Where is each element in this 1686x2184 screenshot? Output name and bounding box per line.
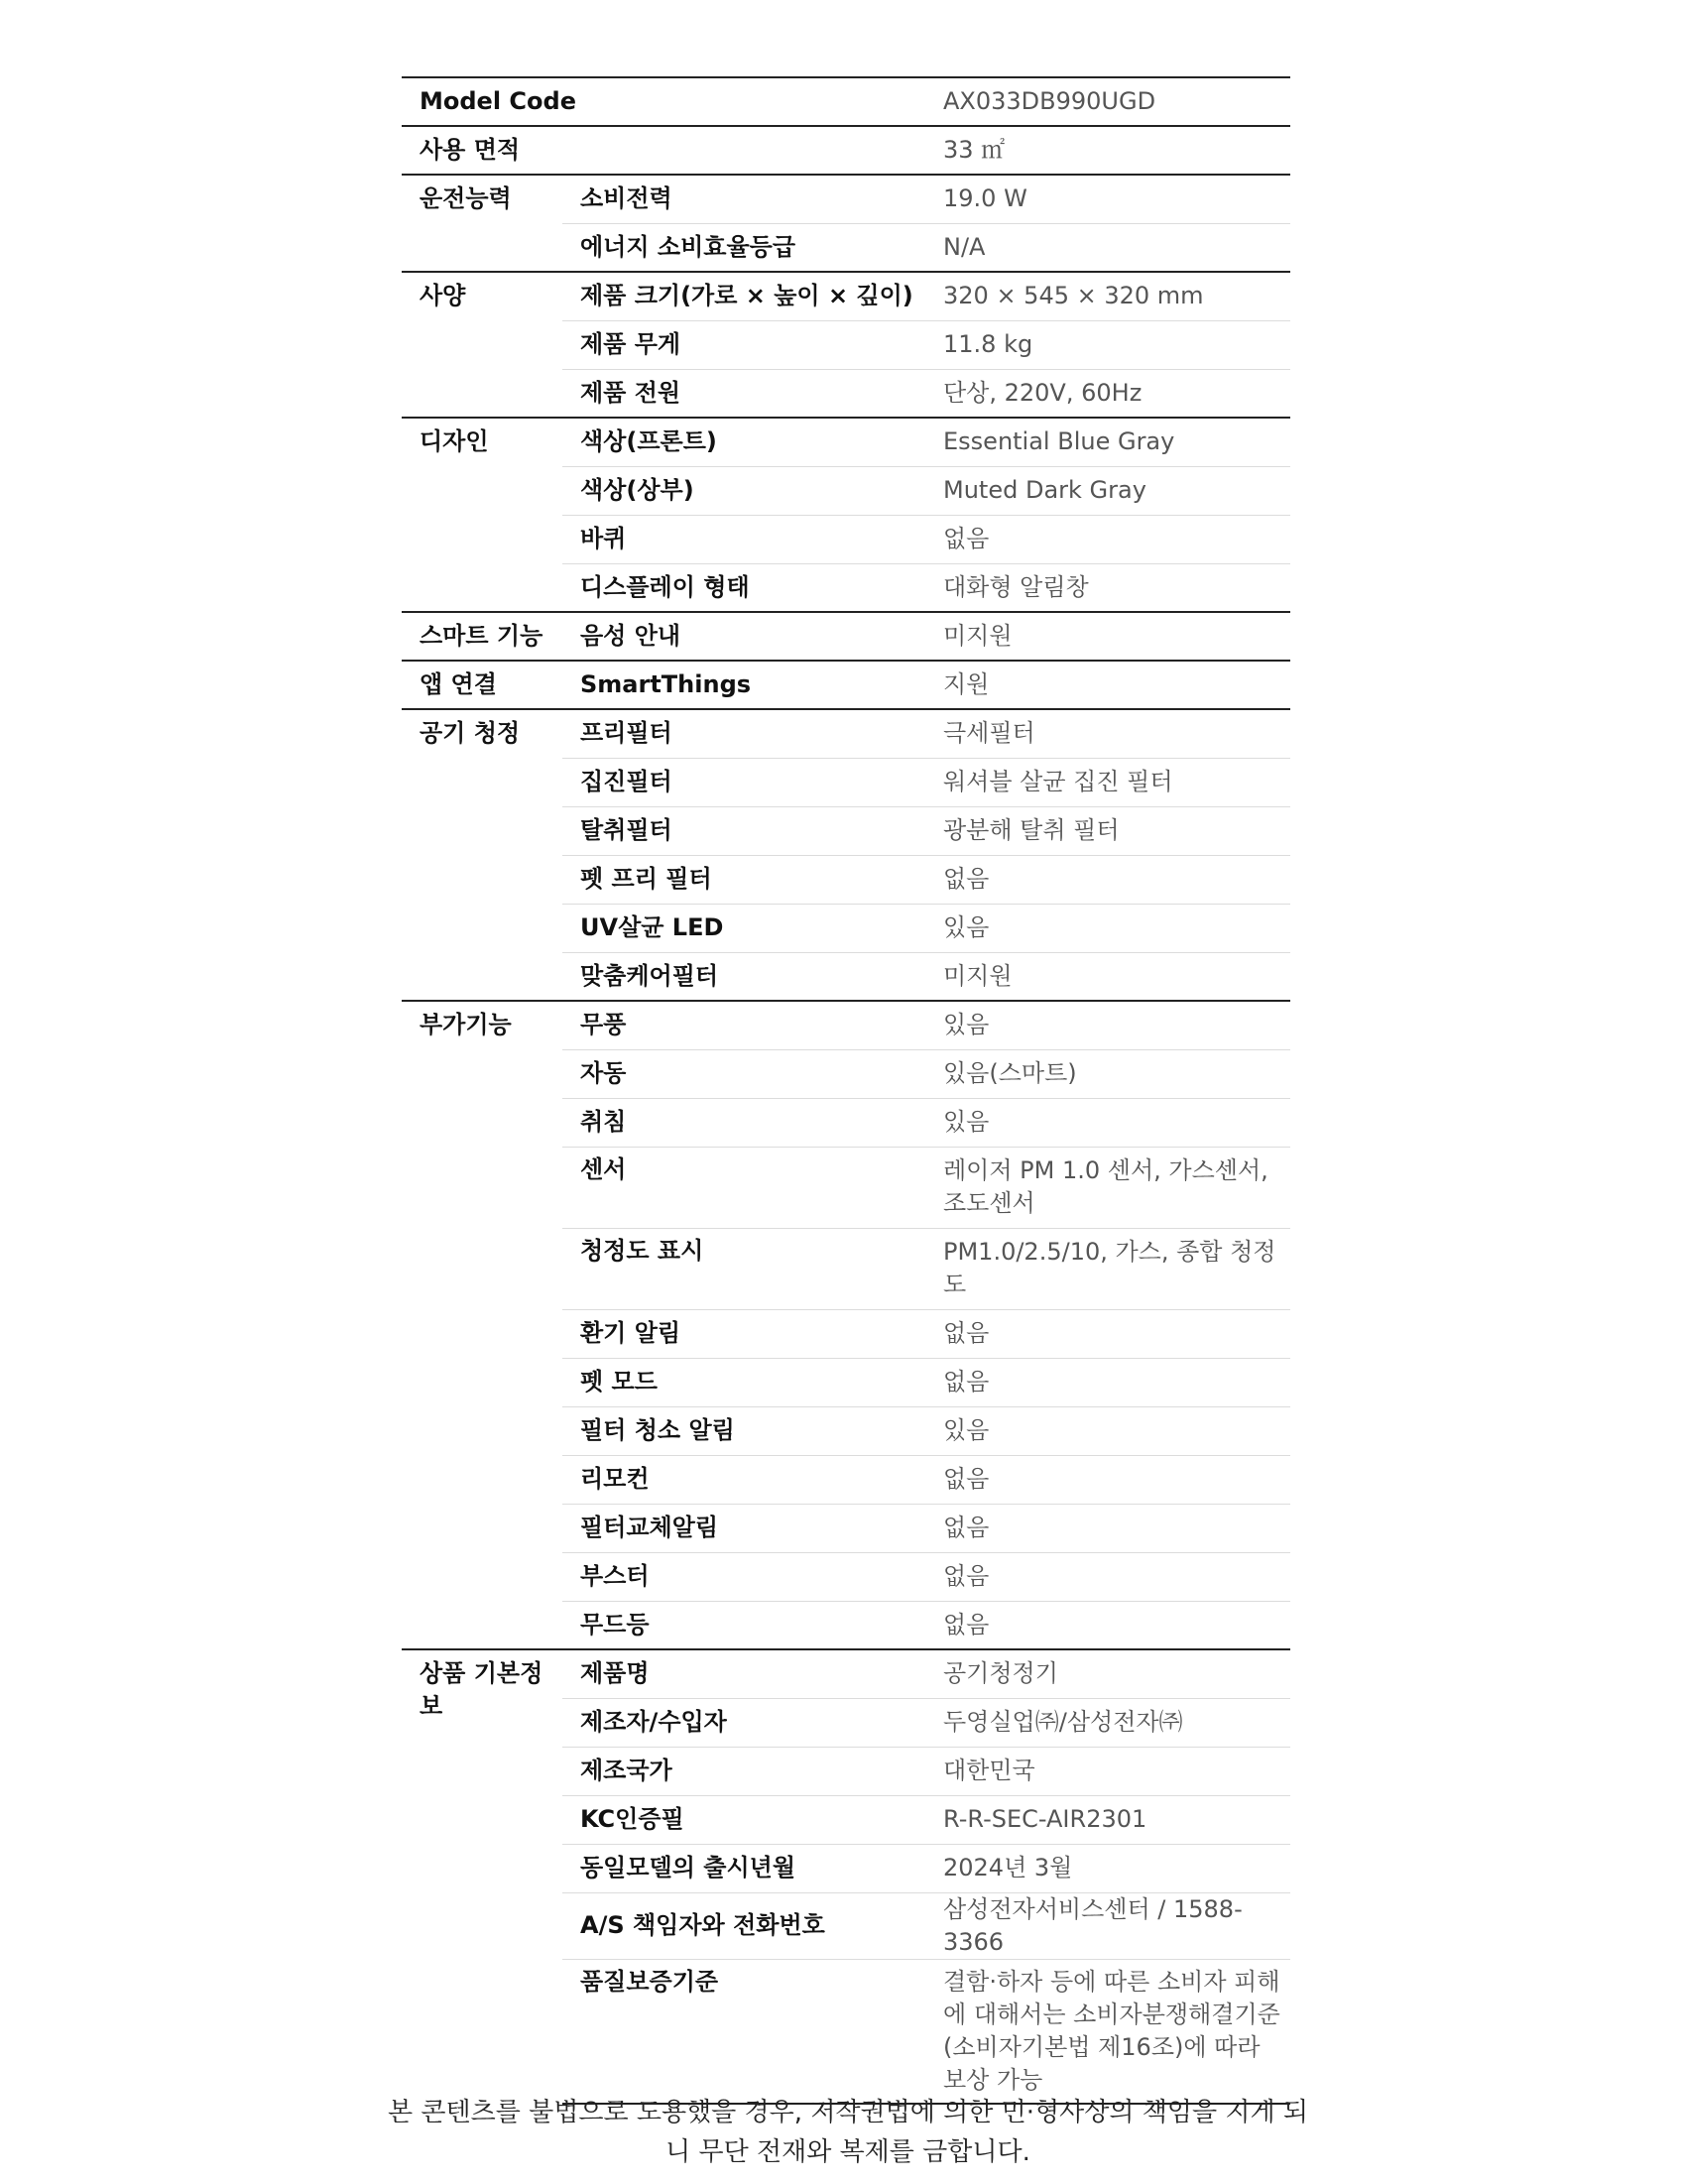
spec-label: SmartThings: [562, 661, 926, 709]
spec-value: N/A: [926, 223, 1290, 272]
spec-group-label: 스마트 기능: [402, 612, 562, 661]
spec-group-label: 운전능력: [402, 175, 562, 272]
spec-label: 환기 알림: [562, 1309, 926, 1358]
spec-row: [402, 709, 1290, 758]
spec-label: 소비전력: [562, 175, 926, 223]
spec-label: 집진필터: [562, 758, 926, 806]
spec-value: 없음: [926, 1455, 1290, 1504]
spec-label: 제조자/수입자: [562, 1698, 926, 1747]
spec-label: 탈취필터: [562, 806, 926, 855]
spec-value: 단상, 220V, 60Hz: [926, 369, 1290, 418]
spec-value: 삼성전자서비스센터 / 1588-3366: [926, 1892, 1290, 1959]
copyright-notice: 본 콘텐츠를 불법으로 도용했을 경우, 저작권법에 의한 민·형사상의 책임을 지게 되니 무단 전재와 복제를 금합니다.: [387, 2098, 1308, 2167]
spec-value: 없음: [926, 1552, 1290, 1601]
spec-table: [402, 76, 1290, 2105]
spec-label: 무드등: [562, 1601, 926, 1649]
spec-label: UV살균 LED: [562, 904, 926, 952]
spec-value: 두영실업㈜/삼성전자㈜: [926, 1698, 1290, 1747]
spec-value: 11.8 kg: [926, 320, 1290, 369]
spec-label: 음성 안내: [562, 612, 926, 661]
spec-value: 없음: [926, 1601, 1290, 1649]
spec-value: PM1.0/2.5/10, 가스, 종합 청정도: [926, 1228, 1290, 1309]
spec-value: 없음: [926, 1309, 1290, 1358]
spec-label: 디스플레이 형태: [562, 563, 926, 612]
spec-label: 품질보증기준: [562, 1959, 926, 2104]
spec-label: 리모컨: [562, 1455, 926, 1504]
spec-label: 취침: [562, 1098, 926, 1147]
spec-group-label: 공기 청정: [402, 709, 562, 1001]
spec-value: 대화형 알림창: [926, 563, 1290, 612]
spec-value: 결함·하자 등에 따른 소비자 피해에 대해서는 소비자분쟁해결기준(소비자기본법 제16조)에 따라 보상 가능: [926, 1959, 1290, 2104]
spec-value: Muted Dark Gray: [926, 466, 1290, 515]
spec-label: 에너지 소비효율등급: [562, 223, 926, 272]
spec-value: 레이저 PM 1.0 센서, 가스센서, 조도센서: [926, 1147, 1290, 1228]
spec-value: Essential Blue Gray: [926, 418, 1290, 466]
spec-label: 펫 모드: [562, 1358, 926, 1406]
spec-label: 필터 청소 알림: [562, 1406, 926, 1455]
spec-value: 극세필터: [926, 709, 1290, 758]
spec-label: 무풍: [562, 1001, 926, 1049]
spec-label: 제품 전원: [562, 369, 926, 418]
spec-group-label: 상품 기본정보: [402, 1649, 562, 2104]
spec-value: 광분해 탈취 필터: [926, 806, 1290, 855]
spec-value: 2024년 3월: [926, 1844, 1290, 1892]
spec-label: 제조국가: [562, 1747, 926, 1795]
spec-label: 자동: [562, 1049, 926, 1098]
spec-value: 공기청정기: [926, 1649, 1290, 1698]
spec-value: 320 × 545 × 320 mm: [926, 272, 1290, 320]
spec-row: [402, 612, 1290, 661]
spec-value: 19.0 W: [926, 175, 1290, 223]
spec-row: [402, 418, 1290, 466]
spec-row: [402, 661, 1290, 709]
spec-group-label: 사용 면적: [402, 126, 926, 175]
spec-value: 워셔블 살균 집진 필터: [926, 758, 1290, 806]
spec-label: 펫 프리 필터: [562, 855, 926, 904]
spec-label: 색상(상부): [562, 466, 926, 515]
spec-value: 미지원: [926, 612, 1290, 661]
spec-row: [402, 77, 1290, 126]
spec-value: R-R-SEC-AIR2301: [926, 1795, 1290, 1844]
spec-value: 있음(스마트): [926, 1049, 1290, 1098]
spec-value: 미지원: [926, 952, 1290, 1001]
spec-value: 지원: [926, 661, 1290, 709]
spec-label: 센서: [562, 1147, 926, 1228]
spec-label: 부스터: [562, 1552, 926, 1601]
spec-label: 프리필터: [562, 709, 926, 758]
spec-row: [402, 175, 1290, 223]
spec-value: 없음: [926, 1504, 1290, 1552]
spec-label: 색상(프론트): [562, 418, 926, 466]
spec-label: 제품 무게: [562, 320, 926, 369]
spec-value: 대한민국: [926, 1747, 1290, 1795]
spec-label: 바퀴: [562, 515, 926, 563]
spec-group-label: 앱 연결: [402, 661, 562, 709]
spec-value: 있음: [926, 1406, 1290, 1455]
spec-label: A/S 책임자와 전화번호: [562, 1892, 926, 1959]
spec-value: 있음: [926, 1098, 1290, 1147]
spec-row: [402, 126, 1290, 175]
spec-label: 제품명: [562, 1649, 926, 1698]
spec-row: [402, 1649, 1290, 1698]
spec-value: 없음: [926, 855, 1290, 904]
spec-value: 있음: [926, 904, 1290, 952]
spec-row: [402, 272, 1290, 320]
spec-group-label: 부가기능: [402, 1001, 562, 1649]
spec-label: 제품 크기(가로 × 높이 × 깊이): [562, 272, 926, 320]
spec-value: 없음: [926, 1358, 1290, 1406]
spec-row: [402, 1001, 1290, 1049]
spec-value: 33 ㎡: [926, 126, 1290, 175]
spec-group-label: Model Code: [402, 77, 926, 126]
spec-value: 없음: [926, 515, 1290, 563]
spec-label: 청정도 표시: [562, 1228, 926, 1309]
spec-value: AX033DB990UGD: [926, 77, 1290, 126]
spec-label: 필터교체알림: [562, 1504, 926, 1552]
spec-label: 맞춤케어필터: [562, 952, 926, 1001]
spec-label: KC인증필: [562, 1795, 926, 1844]
spec-group-label: 디자인: [402, 418, 562, 612]
spec-group-label: 사양: [402, 272, 562, 418]
spec-label: 동일모델의 출시년월: [562, 1844, 926, 1892]
spec-value: 있음: [926, 1001, 1290, 1049]
